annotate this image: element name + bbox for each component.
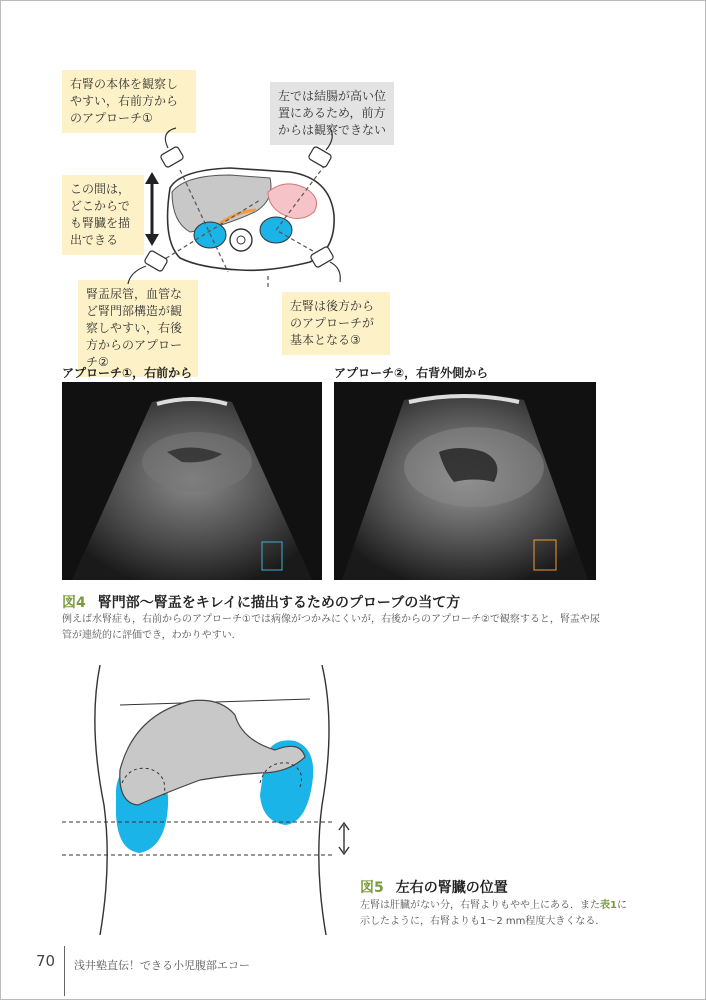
figure4-caption-title bbox=[62, 592, 460, 612]
height-difference-arrow-icon bbox=[339, 823, 349, 854]
page-number: 70 bbox=[36, 952, 56, 970]
figure4-title-text: 腎門部〜腎盂をキレイに描出するためのプローブの当て方 bbox=[97, 595, 461, 611]
figure5-title-text: 左右の腎臓の位置 bbox=[395, 880, 508, 896]
callout-anywhere: この間は，どこからでも腎臓を描出できる bbox=[62, 175, 144, 255]
body-left-edge bbox=[95, 665, 107, 935]
table-reference: 表1 bbox=[600, 900, 617, 911]
approach2-label: アプローチ②，右背外側から bbox=[334, 366, 489, 380]
callout-right-front: 右腎の本体を観察しやすい，右前方からのアプローチ① bbox=[62, 70, 196, 133]
callout-left-colon: 左では結腸が高い位置にあるため，前方からは観察できない bbox=[270, 82, 394, 145]
kidney-position-diagram bbox=[60, 665, 360, 935]
figure5-caption-body: 左腎は肝臓がない分，右腎よりもやや上にある．また表1に示したように，右腎よりも1〜2 mm程度大きくなる． bbox=[360, 900, 627, 927]
figure5-caption-title bbox=[360, 877, 508, 897]
callout-left-back: 左腎は後方からのアプローチが基本となる③ bbox=[282, 292, 390, 355]
footer-divider bbox=[64, 946, 65, 996]
range-arrow-icon bbox=[145, 172, 159, 246]
cross-section-diagram bbox=[0, 0, 706, 360]
probe-icon bbox=[160, 128, 184, 168]
probe-icon bbox=[128, 250, 168, 284]
probe-icon bbox=[308, 128, 332, 168]
figure4-caption-body: 例えば水腎症も，右前からのアプローチ①では病像がつかみにくいが，右後からのアプローチ②で観察すると，腎盂や尿管が連続的に評価でき，わかりやすい． bbox=[62, 614, 600, 641]
figure5-number: 図5 bbox=[360, 880, 384, 896]
ultrasound-image-2 bbox=[334, 382, 596, 580]
body-right-edge bbox=[319, 665, 329, 935]
ultrasound-image-1 bbox=[62, 382, 322, 580]
figure4-number: 図4 bbox=[62, 595, 86, 611]
book-title: 浅井塾直伝！できる小児腹部エコー bbox=[74, 959, 250, 972]
callout-right-back: 腎盂尿管，血管など腎門部構造が観察しやすい，右後方からのアプローチ② bbox=[78, 280, 198, 377]
approach1-label: アプローチ①，右前から bbox=[62, 366, 193, 380]
